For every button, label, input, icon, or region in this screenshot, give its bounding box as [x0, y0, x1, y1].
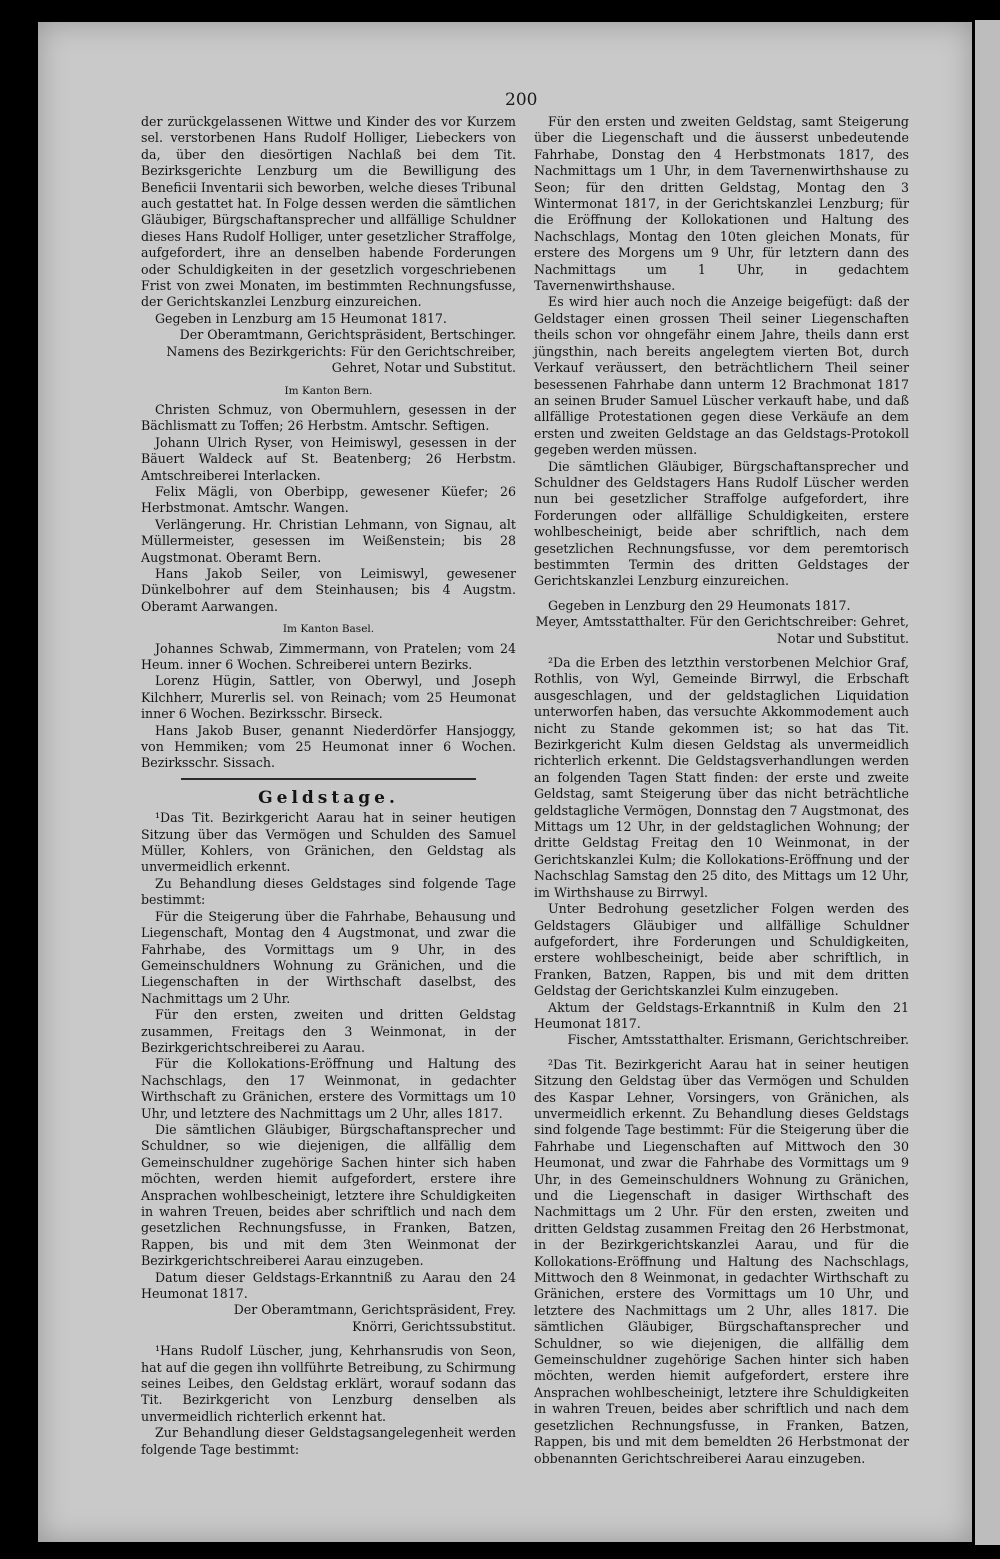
paragraph: ¹Das Tit. Bezirkgericht Aarau hat in seiner heutigen Sitzung über das Vermögen und Schulden des Samuel Müller, Kohlers, von Gränichen, den Geldstag als unvermeidlich erkennt.	[141, 810, 516, 875]
paragraph: ²Da die Erben des letzthin verstorbenen Melchior Graf, Rothlis, von Wyl, Gemeinde Birrwyl, die Erbschaft ausgeschlagen, und der geldstaglichen Liquidation unterworfen haben, das versuchte Akkommodement auch nicht zu Stande gekommen ist; so hat das Tit. Bezirkgericht Kulm diesen Geldstag als unvermeidlich richterlich erkennt. Die Geldstagsverhandlungen werden an folgenden Tagen Statt finden: der erste und zweite Geldstag, samt Steigerung über das nicht beträchtliche geldstagliche Vermögen, Donnstag den 7 Augstmonat, des Mittags um 12 Uhr, in der geldstaglichen Wohnung; der dritte Geldstag Freitag den 10 Weinmonat, in der Gerichtskanzlei Kulm; die Kollokations-Eröffnung und der Nachschlag Samstag den 25 dito, des Mittags um 12 Uhr, im Wirthshause zu Birrwyl.	[534, 655, 909, 900]
signature-block: Meyer, Amtsstatthalter. Für den Gerichtschreiber: Gehret, Notar und Substitut.	[535, 614, 909, 646]
paragraph: Unter Bedrohung gesetzlicher Folgen werden des Geldstagers Gläubiger und allfällige Schuldner aufgefordert, ihre Forderungen und Schuldigkeiten, erstere wohlbescheinigt, beide aber schriftlich, in Franken, Batzen, Rappen, bis und mit dem dritten Geldstag der Gerichtskanzlei Kulm einzugeben.	[534, 901, 909, 999]
page-number: 200	[505, 90, 538, 110]
paragraph: Johannes Schwab, Zimmermann, von Pratelen; vom 24 Heum. inner 6 Wochen. Schreiberei untern Bezirks.	[141, 640, 516, 672]
left-column	[141, 114, 516, 1458]
paragraph: ¹Hans Rudolf Lüscher, jung, Kehrhansrudis von Seon, hat auf die gegen ihn vollführte Betreibung, zu Schirmung seines Leibes, den Geldstag erklärt, worauf sodann das Tit. Bezirkgericht von Lenzburg denselben als unvermeidlich richterlich erkennt hat.	[141, 1343, 516, 1424]
paragraph: Zu Behandlung dieses Geldstages sind folgende Tage bestimmt:	[141, 875, 516, 908]
paragraph: Für die Kollokations-Eröffnung und Haltung des Nachschlags, den 17 Weinmonat, in gedachter Wirthschaft zu Gränichen, erstere des Vormittags um 10 Uhr, und letztere des Nachmittags um 2 Uhr, alles 1817.	[141, 1056, 516, 1121]
paragraph: ²Das Tit. Bezirkgericht Aarau hat in seiner heutigen Sitzung den Geldstag über das Vermögen und Schulden des Kaspar Lehner, Vorsingers, von Gränichen, als unvermeidlich erkennt. Zu Behandlung dieses Geldstags sind folgende Tage bestimmt: Für die Steigerung über die Fahrhabe und Liegenschaften auf Mittwoch den 30 Heumonat, und zwar die Fahrhabe des Vormittags um 9 Uhr, in des Gemeinschuldners Wohnung zu Gränichen, und die Liegenschaft in dasiger Wirthschaft des Nachmittags um 2 Uhr. Für den ersten, zweiten und dritten Geldstag zusammen Freitag den 26 Herbstmonat, in der Bezirkgerichtskanzlei Aarau, und für die Kollokations-Eröffnung und Haltung des Nachschlags, Mittwoch den 8 Weinmonat, in gedachter Wirthschaft zu Gränichen, erstere des Vormittags um 10 Uhr, und letztere des Nachmittags um 2 Uhr, alles 1817. Die sämtlichen Gläubiger, Bürgschaftansprecher und Schuldner, so wie diejenigen, die allfällig dem Gemeinschuldner zugehörige Sachen hinter sich haben möchten, werden hiemit aufgefordert, erstere ihre Ansprachen wohlbescheinigt, letztere ihre Schuldigkeiten in wahren Treuen, beides aber schriftlich und nach dem gesetzlichen Rechnungsfusse, in Franken, Batzen, Rappen, bis und mit dem bemeldten 26 Herbstmonat der obbenannten Gerichtschreiberei Aarau einzugeben.	[534, 1056, 909, 1466]
signature-block: Namens des Bezirkgerichts: Für den Gerichtschreiber, Gehret, Notar und Substitut.	[166, 343, 516, 376]
paragraph: Für den ersten und zweiten Geldstag, samt Steigerung über die Liegenschaft und die äusserst unbedeutende Fahrhabe, Donstag den 4 Herbstmonats 1817, des Nachmittags um 1 Uhr, in dem Tavernenwirthshause zu Seon; für den dritten Geldstag, Montag den 3 Wintermonat 1817, in der Gerichtskanzlei Lenzburg; für die Eröffnung der Kollokationen und Haltung des Nachschlags, Montag den 10ten gleichen Monats, für erstere des Morgens um 9 Uhr, für letztern dann des Nachmittags um 1 Uhr, in gedachtem Tavernenwirthshause.	[534, 114, 909, 294]
paragraph: Lorenz Hügin, Sattler, von Oberwyl, und Joseph Kilchherr, Murerlis sel. von Reinach; vom 25 Heumonat inner 6 Wochen. Bezirksschr. Birseck.	[141, 673, 516, 722]
canton-heading: Im Kanton Basel.	[282, 623, 375, 636]
paragraph: Für die Steigerung über die Fahrhabe, Behausung und Liegenschaft, Montag den 4 Augstmonat, und zwar die Fahrhabe, des Vormittags um 9 Uhr, in des Gemeinschuldners Wohnung zu Gränichen, und die Liegenschaften in der Wirthschaft daselbst, des Nachmittags um 2 Uhr.	[141, 908, 516, 1006]
right-column	[534, 114, 909, 1467]
paragraph: Gegeben in Lenzburg am 15 Heumonat 1817.	[155, 310, 447, 326]
adjacent-page-edge	[975, 20, 1000, 1545]
paragraph: Felix Mägli, von Oberbipp, gewesener Küefer; 26 Herbstmonat. Amtschr. Wangen.	[141, 483, 516, 516]
paragraph: Für den ersten, zweiten und dritten Geldstag zusammen, Freitags den 3 Weinmonat, in der Bezirkgerichtschreiberei zu Aarau.	[141, 1007, 516, 1055]
canton-heading: Im Kanton Bern.	[284, 384, 373, 397]
paragraph: Die sämtlichen Gläubiger, Bürgschaftansprecher und Schuldner, so wie diejenigen, die allfällig dem Gemeinschuldner zugehörige Sachen hinter sich haben möchten, werden hiemit aufgefordert, erstere ihre Ansprachen wohlbescheinigt, letztere ihre Schuldigkeiten in wahren Treuen, beides aber schriftlich und nach dem gesetzlichen Rechnungsfusse, in Franken, Batzen, Rappen, bis und mit dem 3ten Weinmonat der Bezirkgerichtschreiberei Aarau einzugeben.	[141, 1121, 516, 1269]
signature-block: Fischer, Amtsstatthalter. Erismann, Gerichtschreiber.	[567, 1032, 909, 1048]
signature-block: Der Oberamtmann, Gerichtspräsident, Frey.	[233, 1302, 516, 1318]
section-heading: Geldstage.	[258, 787, 399, 808]
paragraph: Es wird hier auch noch die Anzeige beigefügt: daß der Geldstager einen grossen Theil seiner Liegenschaften theils schon vor ohngefähr einem Jahre, theils dann erst jüngsthin, nach bereits angelegtem vierten Bot, durch Verkauf veräussert, den beträchtlichern Theil seiner besessenen Fahrhabe dann unterm 12 Brachmonat 1817 an seinen Bruder Samuel Lüscher verkauft habe, und daß allfällige Protestationen gegen diese Verkäufe an dem ersten und zweiten Geldstage an das Geldstags-Protokoll gegeben werden müssen.	[534, 294, 909, 458]
paragraph: Hans Jakob Buser, genannt Niederdörfer Hansjoggy, von Hemmiken; vom 25 Heumonat inner 6 Wochen. Bezirksschr. Sissach.	[141, 722, 516, 771]
signature-block: Knörri, Gerichtssubstitut.	[352, 1318, 516, 1334]
paragraph: Hans Jakob Seiler, von Leimiswyl, gewesener Dünkelbohrer auf dem Steinhausen; bis 4 Augstm. Oberamt Aarwangen.	[141, 565, 516, 614]
paragraph: Verlängerung. Hr. Christian Lehmann, von Signau, alt Müllermeister, gesessen im Weißenstein; bis 28 Augstmonat. Oberamt Bern.	[141, 516, 516, 565]
signature-block: Der Oberamtmann, Gerichtspräsident, Bertschinger.	[179, 327, 516, 343]
paragraph: Aktum der Geldstags-Erkanntniß in Kulm den 21 Heumonat 1817.	[534, 999, 909, 1031]
paragraph: Zur Behandlung dieser Geldstagsangelegenheit werden folgende Tage bestimmt:	[141, 1425, 516, 1457]
paragraph: Die sämtlichen Gläubiger, Bürgschaftansprecher und Schuldner des Geldstagers Hans Rudolf Lüscher werden nun bei gesetzlicher Straffolge aufgefordert, ihre Forderungen oder allfällige Schuldigkeiten, erstere wohlbescheinigt, beide aber schriftlich, nach dem gesetzlichen Rechnungsfusse, vor dem peremtorisch bestimmten Termin des dritten Geldstages der Gerichtskanzlei Lenzburg einzureichen.	[534, 458, 909, 589]
paragraph: Johann Ulrich Ryser, von Heimiswyl, gesessen in der Bäuert Waldeck auf St. Beatenberg; 26 Herbstm. Amtschreiberei Interlacken.	[141, 434, 516, 483]
paragraph: Datum dieser Geldstags-Erkanntniß zu Aarau den 24 Heumonat 1817.	[141, 1269, 516, 1302]
paragraph: Gegeben in Lenzburg den 29 Heumonats 1817.	[548, 597, 851, 613]
section-rule	[181, 778, 476, 780]
paragraph: der zurückgelassenen Wittwe und Kinder des vor Kurzem sel. verstorbenen Hans Rudolf Holliger, Liebeckers von da, über den diesörtigen Nachlaß bei dem Tit. Bezirksgerichte Lenzburg um die Bewilligung des Beneficii Inventarii sich beworben, welche dieses Tribunal auch gestattet hat. In Folge dessen werden die sämtlichen Gläubiger, Bürgschaftansprecher und allfällige Schuldner dieses Hans Rudolf Holliger, unter gesetzlicher Straffolge, aufgefordert, ihre an denselben habende Forderungen oder Schuldigkeiten in der gesetzlich vorgeschriebenen Frist von zwei Monaten, im bestimmten Rechnungsfusse, der Gerichtskanzlei Lenzburg einzureichen.	[141, 114, 516, 310]
paragraph: Christen Schmuz, von Obermuhlern, gesessen in der Bächlismatt zu Toffen; 26 Herbstm. Amtschr. Seftigen.	[141, 401, 516, 434]
